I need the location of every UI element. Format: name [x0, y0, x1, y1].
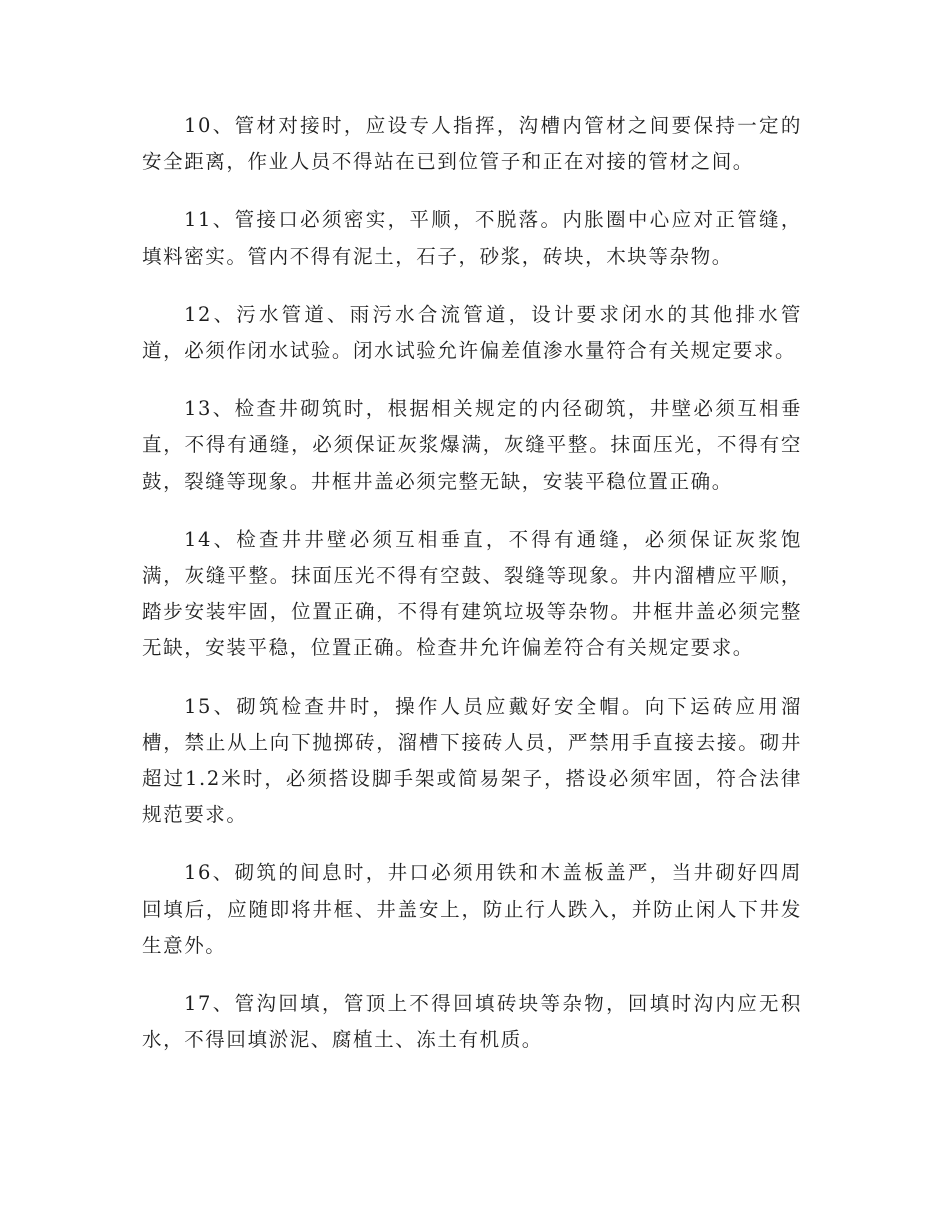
paragraph-11: 11、管接口必须密实，平顺，不脱落。内胀圈中心应对正管缝，填料密实。管内不得有泥土，石子，砂浆，砖块，木块等杂物。	[142, 208, 802, 268]
document-body	[142, 108, 802, 1080]
paragraph-10: 10、管材对接时，应设专人指挥，沟槽内管材之间要保持一定的安全距离，作业人员不得站在已到位管子和正在对接的管材之间。	[142, 114, 802, 174]
paragraph-14: 14、检查井井壁必须互相垂直，不得有通缝，必须保证灰浆饱满，灰缝平整。抹面压光不得有空鼓、裂缝等现象。井内溜槽应平顺，踏步安装牢固，位置正确，不得有建筑垃圾等杂物。井框井盖必须完整无缺，安装平稳，位置正确。检查井允许偏差符合有关规定要求。	[142, 527, 802, 660]
paragraph-16: 16、砌筑的间息时，井口必须用铁和木盖板盖严，当井砌好四周回填后，应随即将井框、井盖安上，防止行人跌入，并防止闲人下井发生意外。	[142, 861, 802, 957]
paragraph-12: 12、污水管道、雨污水合流管道，设计要求闭水的其他排水管道，必须作闭水试验。闭水试验允许偏差值渗水量符合有关规定要求。	[142, 302, 802, 363]
paragraph-13: 13、检查井砌筑时，根据相关规定的内径砌筑，井壁必须互相垂直，不得有通缝，必须保证灰浆爆满，灰缝平整。抹面压光，不得有空鼓，裂缝等现象。井框井盖必须完整无缺，安装平稳位置正确。	[142, 397, 802, 493]
paragraph-17: 17、管沟回填，管顶上不得回填砖块等杂物，回填时沟内应无积水，不得回填淤泥、腐植土、冻土有机质。	[142, 992, 802, 1052]
paragraph-15: 15、砌筑检查井时，操作人员应戴好安全帽。向下运砖应用溜槽，禁止从上向下抛掷砖，溜槽下接砖人员，严禁用手直接去接。砌井超过1.2米时，必须搭设脚手架或简易架子，搭设必须牢固，符合法律规范要求。	[142, 694, 802, 827]
